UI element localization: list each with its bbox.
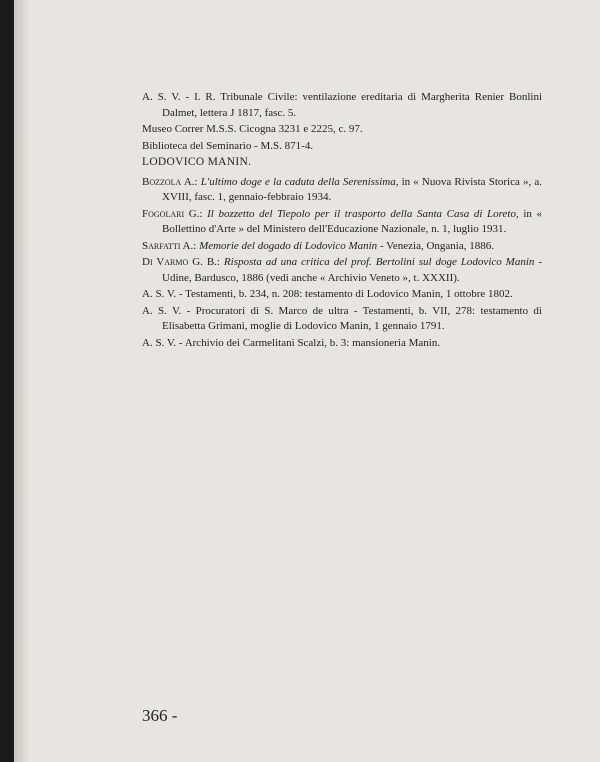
archive-entry: A. S. V. - I. R. Tribunale Civile: ventilazione ereditaria di Margherita Renier Bonlini Dalmet, lettera J 1817, fasc. 5. (142, 91, 542, 119)
entry-title: Memorie del dogado di Lodovico Manin (199, 239, 378, 252)
entry-details: - Venezia, Ongania, 1886. (377, 239, 494, 252)
section-heading: LODOVICO MANIN. (142, 156, 252, 168)
book-page (14, 0, 600, 762)
page-gutter-shadow (14, 0, 30, 762)
entry-author: Di Varmo G. B.: (142, 256, 220, 268)
archive-entry: Biblioteca del Seminario - M.S. 871-4. (142, 139, 314, 152)
entry-details: - Udine, Bardusco, 1886 (vedi anche « Archivio Veneto », t. XXXII). (162, 256, 542, 284)
entry-title: Il bozzetto del Tiepolo per il trasporto della Santa Casa di Loreto, (207, 207, 519, 220)
page-number: 366 - (142, 706, 178, 725)
entry-title: Risposta ad una critica del prof. Bertolini sul doge Lodovico Manin (223, 256, 535, 268)
entry-title: L'ultimo doge e la caduta della Serenissima, (200, 175, 399, 188)
entry-details: in « Nuova Rivista Storica », a. XVIII, fasc. 1, gennaio-febbraio 1934. (162, 175, 543, 203)
bibliography-entry (142, 207, 542, 238)
entry-author: Sarfatti A.: (142, 239, 197, 252)
archive-entry: A. S. V. - Testamenti, b. 234, n. 208: testamento di Lodovico Manin, 1 ottobre 1802. (142, 288, 513, 300)
archive-entry: Museo Correr M.S.S. Cicogna 3231 e 2225, c. 97. (142, 123, 363, 135)
entry-details: in « Bollettino d'Arte » del Ministero dell'Educazione Nazionale, n. 1, luglio 1931. (162, 207, 543, 235)
bibliography-entry (142, 175, 542, 206)
entry-author: Bozzola A.: (142, 175, 198, 188)
bibliography-entry (142, 255, 542, 286)
archive-entry: A. S. V. - Procuratori di S. Marco de ultra - Testamenti, b. VII, 278: testamento di Elisabetta Grimani, moglie di Lodovico Manin, 1 gennaio 1791. (142, 304, 542, 332)
entry-author: Fogolari G.: (142, 207, 203, 220)
bibliography-entry (142, 239, 542, 255)
bibliography-block (142, 90, 542, 351)
archive-entry: A. S. V. - Archivio dei Carmelitani Scalzi, b. 3: mansioneria Manin. (142, 336, 441, 349)
